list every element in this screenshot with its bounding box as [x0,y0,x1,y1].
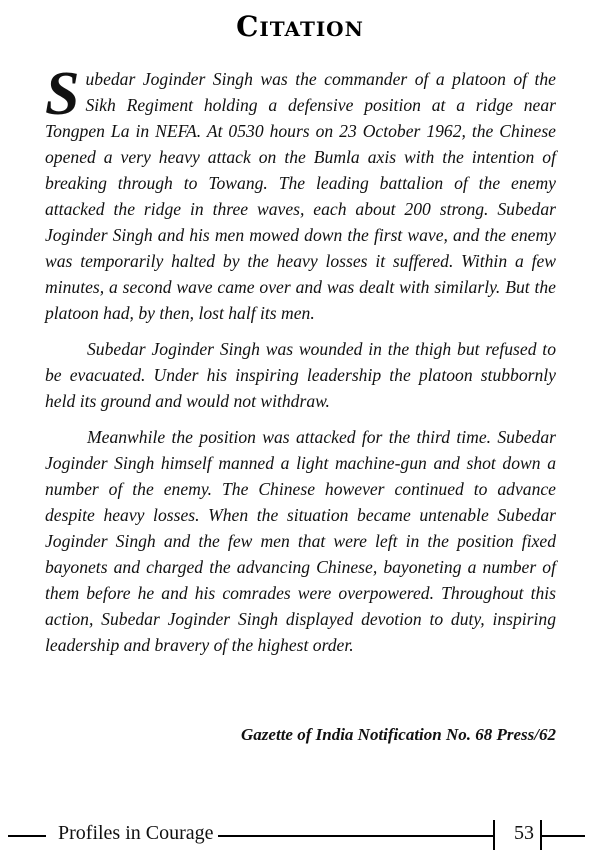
gazette-reference: Gazette of India Notification No. 68 Press/62 [241,725,556,744]
page-footer [0,824,600,848]
paragraph-3: Meanwhile the position was attacked for the third time. Subedar Joginder Singh himself manned a light machine-gun and shot down a number of the enemy. The Chinese however continued to advance despite heavy losses. When the situation became untenable Subedar Joginder Singh and the few men that were left in the position fixed bayonets and charged the advancing Chinese, bayoneting a number of them before he and his comrades were overpowered. Throughout this action, Subedar Joginder Singh displayed devotion to duty, inspiring leadership and bravery of the highest order. [45,427,556,655]
paragraph-1-text: ubedar Joginder Singh was the commander of a platoon of the Sikh Regiment holding a defensive position at a ridge near Tongpen La in NEFA. At 0530 hours on 23 October 1962, the Chinese opened a very heavy attack on the Bumla axis with the intention of breaking through to Towang. The leading battalion of the enemy attacked the ridge in three waves, each about 200 strong. Subedar Joginder Singh and his men mowed down the first wave, and the enemy was temporarily halted by the heavy losses it suffered. Within a few minutes, a second wave came over and was dealt with similarly. But the platoon had, by then, lost half its men. [45,69,556,323]
paragraph-2: Subedar Joginder Singh was wounded in the thigh but refused to be evacuated. Under his inspiring leadership the platoon stubbornly held its ground and would not withdraw. [45,339,556,411]
page-title: Citation [236,10,364,43]
footer-rule-right [541,835,585,837]
footer-tick-left [493,820,495,850]
paragraph-1 [45,60,556,326]
footer-rule-left [8,835,46,837]
footer-book-title: Profiles in Courage [58,822,214,844]
footer-rule-middle [218,835,494,837]
citation-body [45,60,556,668]
page-number: 53 [514,822,534,844]
drop-cap: S [45,60,80,128]
